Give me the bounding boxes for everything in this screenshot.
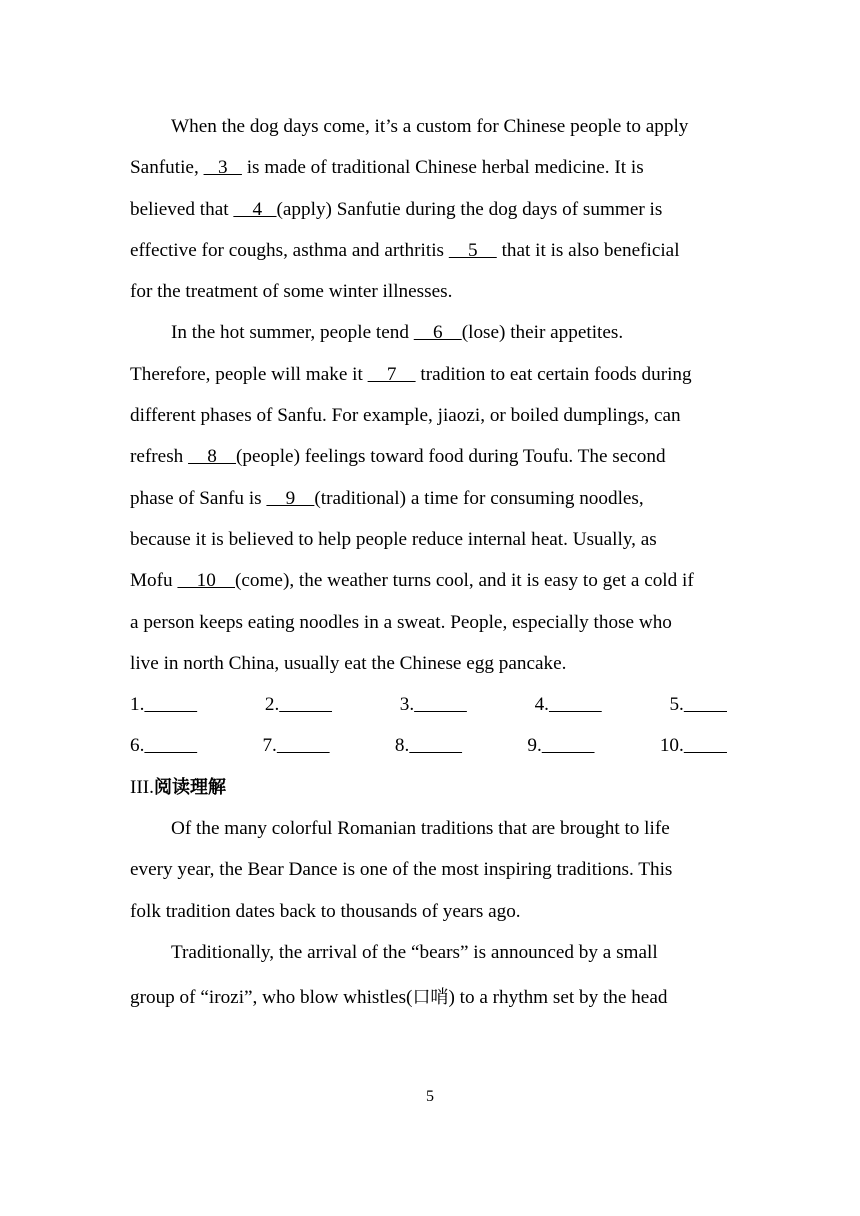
- answer-item-9: [527, 725, 594, 766]
- answer-number: 2.: [264, 694, 280, 716]
- text: that it is also beneficial: [496, 239, 680, 261]
- text: tradition to eat certain foods during: [415, 363, 692, 385]
- answer-number: 7.: [262, 735, 277, 757]
- text: Traditionally, the arrival of the “bears” is announced by a small: [171, 941, 658, 963]
- answer-number: 5.: [669, 694, 684, 716]
- blank-4: 4: [233, 198, 277, 220]
- answer-blank: [684, 694, 727, 715]
- answer-blank: [409, 735, 462, 756]
- text-line: [130, 560, 730, 601]
- text: (traditional) a time for consuming noodles,: [314, 487, 644, 509]
- answer-number: 1.: [130, 694, 145, 716]
- text: because it is believed to help people reduce internal heat. Usually, as: [130, 528, 657, 550]
- answer-blank: [144, 694, 197, 715]
- text-line: [130, 436, 730, 477]
- text: ) to a rhythm set by the head: [448, 987, 668, 1009]
- answer-blank: [414, 694, 467, 715]
- blank-3: 3: [203, 157, 242, 179]
- text-line: [130, 354, 730, 395]
- text-line: [130, 106, 730, 147]
- answer-number: 10.: [659, 735, 684, 757]
- text: (lose) their appetites.: [461, 322, 624, 344]
- blank-8: 8: [188, 446, 237, 468]
- answer-blank: [549, 694, 602, 715]
- answer-blank: [144, 735, 197, 756]
- text: a person keeps eating noodles in a sweat. People, especially those who: [130, 611, 672, 633]
- page-number: 5: [426, 1088, 434, 1105]
- text-line: [130, 230, 730, 271]
- text-line: [130, 189, 730, 230]
- answer-item-3: [400, 684, 467, 725]
- text: believed that: [130, 198, 234, 220]
- answer-number: 3.: [399, 694, 415, 716]
- text-line: [130, 312, 730, 353]
- text-line: [130, 395, 730, 436]
- answer-number: 4.: [534, 694, 549, 716]
- answer-item-1: [130, 684, 197, 725]
- text: is made of traditional Chinese herbal medicine. It is: [241, 157, 644, 179]
- answer-blank: [277, 735, 330, 756]
- text-line: [130, 519, 730, 560]
- answer-item-8: [395, 725, 462, 766]
- answer-row-2: [130, 725, 727, 766]
- answer-blank: [542, 735, 595, 756]
- text: Of the many colorful Romanian traditions that are brought to life: [171, 818, 670, 840]
- text: refresh: [130, 446, 189, 468]
- blank-5: 5: [448, 239, 497, 261]
- text: effective for coughs, asthma and arthritis: [130, 239, 449, 261]
- text-line: [130, 478, 730, 519]
- text: every year, the Bear Dance is one of the most inspiring traditions. This: [130, 859, 673, 881]
- answer-item-5: [669, 684, 727, 725]
- answer-blank: [279, 694, 332, 715]
- text: folk tradition dates back to thousands of years ago.: [130, 900, 521, 922]
- answer-item-10: [660, 725, 727, 766]
- text: group of “irozi”, who blow whistles(: [130, 987, 413, 1009]
- text-line: [130, 808, 730, 849]
- text: When the dog days come, it’s a custom for Chinese people to apply: [171, 116, 689, 137]
- blank-10: 10: [177, 570, 235, 592]
- text-line: [130, 891, 730, 932]
- text-line: [130, 602, 730, 643]
- text: for the treatment of some winter illnesses.: [130, 281, 453, 303]
- answer-item-4: [535, 684, 602, 725]
- text-line: [130, 643, 730, 684]
- answer-number: 9.: [527, 735, 542, 757]
- text: Mofu: [130, 570, 178, 592]
- answer-item-7: [262, 725, 329, 766]
- answer-item-6: [130, 725, 197, 766]
- text: different phases of Sanfu. For example, jiaozi, or boiled dumplings, can: [130, 405, 681, 427]
- text: (come), the weather turns cool, and it is easy to get a cold if: [235, 570, 694, 592]
- text-line: [130, 849, 730, 890]
- text-line: [130, 973, 730, 1023]
- blank-7: 7: [367, 363, 416, 385]
- text: phase of Sanfu is: [130, 487, 267, 509]
- document-body: [130, 106, 730, 1023]
- text-line: [130, 932, 730, 973]
- text: In the hot summer, people tend: [171, 322, 414, 344]
- text: (people) feelings toward food during Toufu. The second: [236, 446, 666, 468]
- text: Therefore, people will make it: [130, 363, 368, 385]
- text-line: [130, 147, 730, 188]
- text-cjk: 口哨: [412, 987, 449, 1009]
- text: Sanfutie,: [130, 157, 204, 179]
- answer-number: 6.: [130, 735, 145, 757]
- answer-row-1: [130, 684, 727, 725]
- section-title: 阅读理解: [153, 776, 226, 798]
- section-number: III.: [130, 776, 154, 798]
- text: (apply) Sanfutie during the dog days of summer is: [276, 198, 663, 220]
- blank-6: 6: [413, 322, 462, 344]
- blank-9: 9: [266, 487, 315, 509]
- text: live in north China, usually eat the Chinese egg pancake.: [130, 652, 567, 674]
- answer-item-2: [265, 684, 332, 725]
- answer-blank: [684, 735, 727, 756]
- answer-number: 8.: [394, 735, 410, 757]
- text-line: [130, 271, 730, 312]
- section-heading: [130, 767, 730, 808]
